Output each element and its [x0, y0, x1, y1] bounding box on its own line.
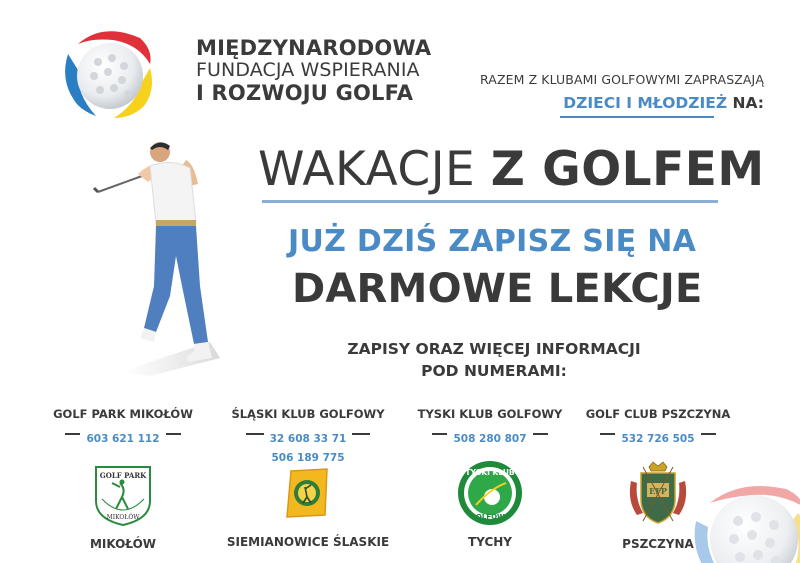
info-text	[300, 338, 688, 382]
club-name: ŚLĄSKI KLUB GOLFOWY	[231, 407, 385, 421]
pszczyna-crest-logo	[623, 461, 693, 527]
invite-text	[480, 72, 764, 112]
club-name: GOLF CLUB PSZCZYNA	[585, 407, 731, 421]
foundation-name	[196, 38, 431, 104]
golf-park-mikolow-logo	[90, 461, 156, 527]
headline-light: WAKACJE	[258, 142, 491, 197]
logo-text: EFP	[649, 486, 667, 496]
logo-text-bottom: GOLFOWY	[470, 513, 510, 521]
club-phone: 32 608 33 71	[264, 433, 353, 445]
club-name: GOLF PARK MIKOŁÓW	[53, 407, 193, 421]
foundation-name-line3: I ROZWOJU GOLFA	[196, 81, 414, 105]
golfer-illustration	[90, 136, 230, 376]
invite-underline	[560, 116, 714, 118]
club-phone-row	[568, 427, 748, 457]
club-phone: 508 280 807	[447, 433, 532, 445]
club-city: MIKOŁÓW	[89, 537, 157, 551]
club-phone-2: 506 189 775	[265, 452, 350, 464]
club-phone: 532 726 505	[615, 433, 700, 445]
invite-line2	[480, 94, 764, 112]
headline-divider	[262, 200, 718, 203]
club-phone-row	[33, 427, 213, 457]
free-lessons-title: DARMOWE LEKCJE	[292, 266, 703, 312]
club-golf-park-mikolow	[33, 407, 213, 551]
corner-golf-ball	[690, 473, 800, 563]
foundation-name-line1: MIĘDZYNARODOWA	[196, 36, 432, 60]
club-city: SIEMIANOWICE ŚLASKIE	[226, 535, 390, 549]
club-phone: 603 621 112	[80, 433, 165, 445]
logo-text-top: GOLF PARK	[99, 471, 147, 480]
main-headline	[258, 142, 765, 197]
info-line1: ZAPISY ORAZ WIĘCEJ INFORMACJI	[347, 340, 641, 358]
club-name: TYSKI KLUB GOLFOWY	[417, 407, 563, 421]
club-slaski-klub-golfowy	[218, 407, 398, 549]
invite-highlight: DZIECI I MŁODZIEŻ	[563, 94, 728, 112]
club-city: TYCHY	[468, 535, 512, 549]
invite-line1: RAZEM Z KLUBAMI GOLFOWYMI ZAPRASZAJĄ	[480, 72, 764, 87]
club-city: PSZCZYNA	[622, 537, 694, 551]
foundation-logo	[58, 24, 158, 120]
invite-suffix: NA:	[727, 94, 764, 112]
club-phone-row	[218, 427, 398, 464]
logo-text-bottom: MIKOŁÓW	[106, 514, 140, 521]
headline-bold: Z GOLFEM	[490, 142, 765, 197]
tyski-klub-logo	[456, 459, 524, 527]
foundation-name-line2: FUNDACJA WSPIERANIA	[196, 59, 420, 81]
slaski-klub-logo	[283, 467, 333, 521]
club-phone-row	[400, 427, 580, 457]
club-tyski-klub-golfowy	[400, 407, 580, 549]
signup-tagline: JUŻ DZIŚ ZAPISZ SIĘ NA	[288, 224, 697, 259]
logo-text-top: TYSKI KLUB	[465, 468, 515, 477]
info-line2: POD NUMERAMI:	[421, 362, 567, 380]
